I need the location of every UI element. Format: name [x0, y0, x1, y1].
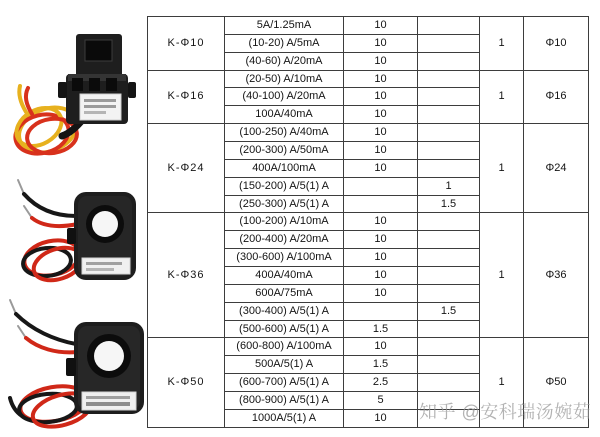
spec-cell: (10-20) A/5mA: [225, 34, 344, 52]
value2-cell: [418, 34, 480, 52]
model-cell: K-Φ50: [148, 338, 225, 428]
product-label: [82, 392, 136, 410]
spec-cell: (200-300) A/50mA: [225, 142, 344, 160]
table-row: [148, 124, 589, 142]
value1-cell: 10: [344, 52, 418, 70]
spec-cell: (100-250) A/40mA: [225, 124, 344, 142]
table-row: [148, 70, 589, 88]
value1-cell: [344, 195, 418, 213]
value2-cell: [418, 70, 480, 88]
value2-cell: 1.5: [418, 302, 480, 320]
value2-cell: [418, 267, 480, 285]
value2-cell: [418, 320, 480, 338]
ct-body: [67, 192, 136, 280]
spec-cell: (300-600) A/100mA: [225, 249, 344, 267]
qty-cell: 1: [480, 213, 524, 338]
split-core-ct-large-illustration: [2, 296, 150, 434]
spec-cell: 100A/40mA: [225, 106, 344, 124]
value2-cell: [418, 88, 480, 106]
spec-cell: 600A/75mA: [225, 284, 344, 302]
value1-cell: 10: [344, 213, 418, 231]
spec-cell: (40-100) A/20mA: [225, 88, 344, 106]
qty-cell: 1: [480, 338, 524, 428]
value2-cell: [418, 106, 480, 124]
value1-cell: 10: [344, 249, 418, 267]
value1-cell: 10: [344, 88, 418, 106]
value1-cell: 10: [344, 106, 418, 124]
value1-cell: [344, 302, 418, 320]
spec-cell: (300-400) A/5(1) A: [225, 302, 344, 320]
value2-cell: [418, 374, 480, 392]
value1-cell: 10: [344, 267, 418, 285]
product-photo-large-ct: [2, 296, 150, 434]
value2-cell: 1.5: [418, 195, 480, 213]
value1-cell: 1.5: [344, 356, 418, 374]
product-photo-small-ct: [6, 28, 146, 168]
ct-body: [66, 322, 144, 414]
ct-body: [58, 34, 136, 124]
value1-cell: 10: [344, 159, 418, 177]
value1-cell: 10: [344, 17, 418, 35]
value1-cell: 5: [344, 392, 418, 410]
split-core-ct-medium-illustration: [12, 172, 144, 290]
value1-cell: 10: [344, 124, 418, 142]
spec-table: [147, 16, 592, 428]
model-cell: K-Φ10: [148, 17, 225, 71]
aperture-cell: Φ50: [524, 338, 589, 428]
product-label: [82, 258, 130, 274]
split-core-ct-small-illustration: [6, 28, 146, 168]
model-cell: K-Φ16: [148, 70, 225, 124]
spec-cell: 400A/100mA: [225, 159, 344, 177]
spec-cell: 500A/5(1) A: [225, 356, 344, 374]
table-row: [148, 17, 589, 35]
table-row: [148, 213, 589, 231]
value1-cell: 10: [344, 34, 418, 52]
value2-cell: [418, 249, 480, 267]
watermark: 知乎 @安科瑞汤婉茹: [419, 402, 592, 422]
spec-cell: (600-800) A/100mA: [225, 338, 344, 356]
value1-cell: 1.5: [344, 320, 418, 338]
value2-cell: [418, 52, 480, 70]
value1-cell: 10: [344, 284, 418, 302]
spec-cell: 400A/40mA: [225, 267, 344, 285]
aperture-cell: Φ16: [524, 70, 589, 124]
spec-cell: (40-60) A/20mA: [225, 52, 344, 70]
spec-cell: 1000A/5(1) A: [225, 409, 344, 427]
value1-cell: [344, 177, 418, 195]
model-cell: K-Φ24: [148, 124, 225, 213]
value2-cell: [418, 124, 480, 142]
aperture-cell: Φ10: [524, 17, 589, 71]
value2-cell: 1: [418, 177, 480, 195]
aperture-cell: Φ24: [524, 124, 589, 213]
value2-cell: [418, 159, 480, 177]
spec-cell: (250-300) A/5(1) A: [225, 195, 344, 213]
value2-cell: [418, 284, 480, 302]
spec-cell: (100-200) A/10mA: [225, 213, 344, 231]
qty-cell: 1: [480, 124, 524, 213]
spec-cell: (150-200) A/5(1) A: [225, 177, 344, 195]
value1-cell: 10: [344, 70, 418, 88]
value2-cell: [418, 17, 480, 35]
model-cell: K-Φ36: [148, 213, 225, 338]
spec-cell: 5A/1.25mA: [225, 17, 344, 35]
value1-cell: 10: [344, 409, 418, 427]
qty-cell: 1: [480, 70, 524, 124]
table-row: [148, 338, 589, 356]
value1-cell: 2.5: [344, 374, 418, 392]
spec-cell: (500-600) A/5(1) A: [225, 320, 344, 338]
value2-cell: [418, 213, 480, 231]
value1-cell: 10: [344, 231, 418, 249]
value2-cell: [418, 231, 480, 249]
value2-cell: [418, 338, 480, 356]
spec-cell: (20-50) A/10mA: [225, 70, 344, 88]
value2-cell: [418, 142, 480, 160]
spec-cell: (600-700) A/5(1) A: [225, 374, 344, 392]
value2-cell: [418, 356, 480, 374]
spec-cell: (800-900) A/5(1) A: [225, 392, 344, 410]
value1-cell: 10: [344, 142, 418, 160]
spec-cell: (200-400) A/20mA: [225, 231, 344, 249]
spec-table-body: [148, 17, 592, 428]
qty-cell: 1: [480, 17, 524, 71]
value1-cell: 10: [344, 338, 418, 356]
product-photo-medium-ct: [12, 172, 144, 290]
aperture-cell: Φ36: [524, 213, 589, 338]
